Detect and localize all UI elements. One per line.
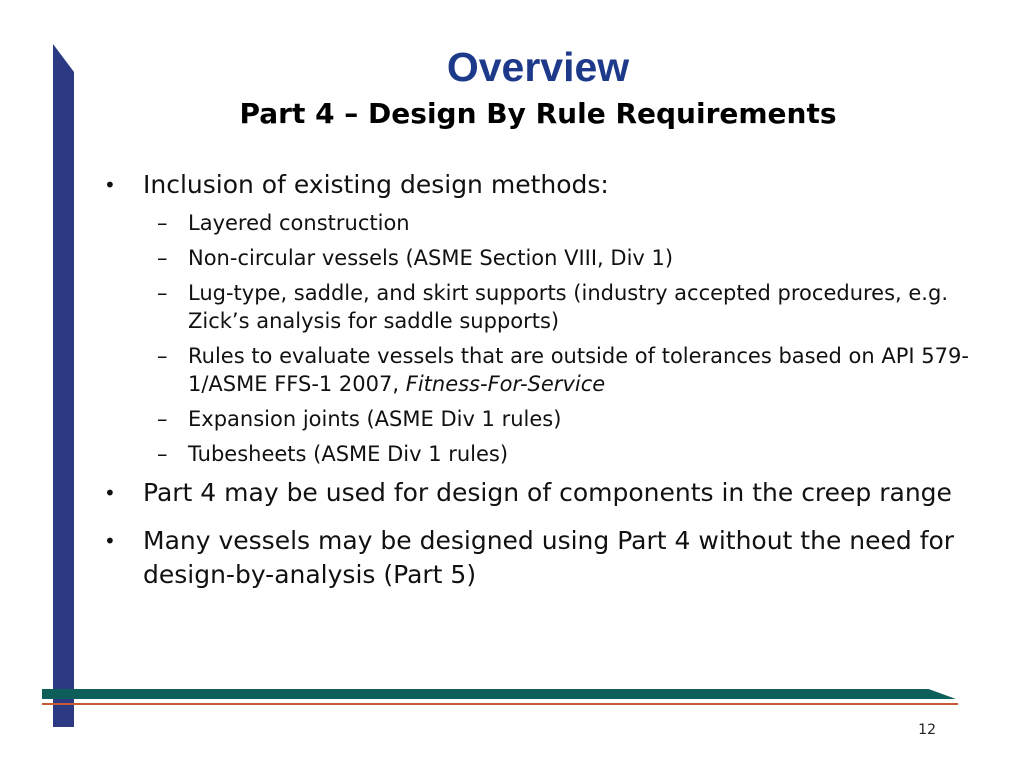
sub-item (102, 405, 982, 433)
bullet-icon: • (104, 481, 116, 505)
bullet-item (102, 168, 982, 202)
sub-item-text: Expansion joints (ASME Div 1 rules) (188, 407, 562, 431)
sub-item-text: Rules to evaluate vessels that are outside of tolerances based on API 579-1/ASME FFS-1 2007, (188, 344, 969, 396)
sub-item (102, 244, 982, 272)
sub-item (102, 342, 982, 398)
bullet-item (102, 524, 982, 592)
dash-icon: – (157, 211, 168, 235)
dash-icon: – (157, 344, 168, 368)
dash-icon: – (157, 246, 168, 270)
dash-icon: – (157, 407, 168, 431)
footer-teal-bar (42, 689, 956, 699)
sub-item (102, 279, 982, 335)
bullet-icon: • (104, 529, 116, 553)
sub-item-text: Layered construction (188, 211, 410, 235)
left-accent-bar (53, 44, 74, 727)
bullet-text: Many vessels may be designed using Part 4 without the need for design-by-analysis (Part 5) (143, 526, 955, 589)
sub-item (102, 440, 982, 468)
bullet-text: Part 4 may be used for design of components in the creep range (143, 478, 952, 507)
dash-icon: – (157, 442, 168, 466)
slide-subtitle: Part 4 – Design By Rule Requirements (239, 97, 837, 130)
sub-item (102, 209, 982, 237)
bullet-icon: • (104, 173, 116, 197)
footer-orange-line (42, 703, 958, 705)
sub-item-italic-text: Fitness-For-Service (405, 372, 606, 396)
slide-content (102, 168, 982, 592)
bullet-item (102, 476, 982, 510)
page-number: 12 (918, 722, 936, 738)
sub-item-text: Lug-type, saddle, and skirt supports (industry accepted procedures, e.g. Zick’s analysis for saddle supports) (188, 281, 948, 333)
dash-icon: – (157, 281, 168, 305)
sub-item-text: Non-circular vessels (ASME Section VIII, Div 1) (188, 246, 674, 270)
slide-title: Overview (446, 44, 630, 90)
sub-item-text: Tubesheets (ASME Div 1 rules) (188, 442, 509, 466)
bullet-text: Inclusion of existing design methods: (143, 170, 609, 199)
